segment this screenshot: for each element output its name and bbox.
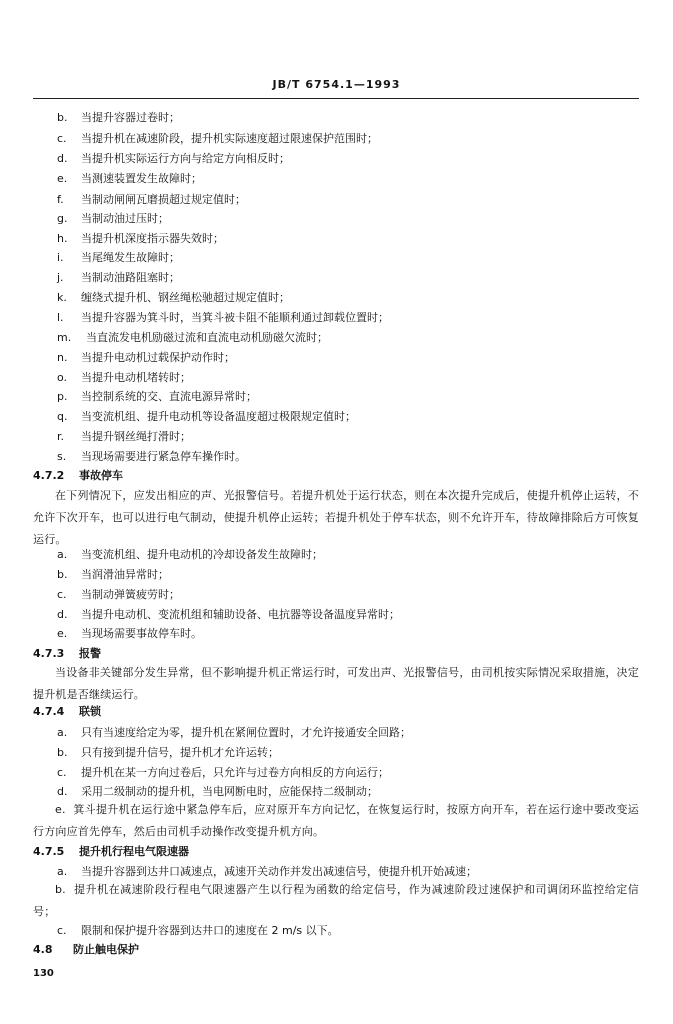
section-heading: 4.7.2 事故停车: [33, 469, 123, 482]
list-item: i. 当尾绳发生故障时；: [57, 251, 180, 264]
list-item: g. 当制动油过压时；: [57, 212, 169, 225]
list-item-wrapped: b. 提升机在减速阶段行程电气限速器产生以行程为函数的给定信号，作为减速阶段过速保护和司调闭环监控给定信号；: [33, 883, 639, 918]
list-item: l. 当提升容器为箕斗时，当箕斗被卡阻不能顺利通过卸载位置时；: [57, 311, 389, 324]
list-item: o. 当提升电动机堵转时；: [57, 371, 191, 384]
header-rule: [33, 98, 639, 99]
list-item: r. 当提升钢丝绳打滑时；: [57, 430, 191, 443]
section-heading: 4.7.3 报警: [33, 647, 101, 660]
list-item: h. 当提升机深度指示器失效时；: [57, 232, 224, 245]
list-item: c. 当制动弹簧疲劳时；: [57, 588, 180, 601]
list-item: n. 当提升电动机过载保护动作时；: [57, 351, 235, 364]
section-paragraph: 当设备非关键部分发生异常，但不影响提升机正常运行时，可发出声、光报警信号，由司机按实际情况采取措施，决定提升机是否继续运行。: [33, 666, 639, 701]
list-item: a. 当变流机组、提升电动机的冷却设备发生故障时；: [57, 548, 323, 561]
list-item: b. 当提升容器过卷时；: [57, 111, 180, 124]
list-item: c. 限制和保护提升容器到达井口的速度在 2 m/s 以下。: [57, 924, 339, 937]
section-heading: 4.7.4 联锁: [33, 705, 101, 718]
list-item: c. 当提升机在减速阶段，提升机实际速度超过限速保护范围时；: [57, 132, 378, 145]
list-item: e. 当测速装置发生故障时；: [57, 172, 202, 185]
list-item: a. 当提升容器到达井口减速点，减速开关动作并发出减速信号，使提升机开始减速；: [57, 865, 477, 878]
list-item: e. 当现场需要事故停车时。: [57, 627, 202, 640]
section-heading: 4.8 防止触电保护: [33, 943, 139, 956]
page-header: JB/T 6754.1—1993: [272, 78, 401, 91]
list-item: m. 当直流发电机励磁过流和直流电动机励磁欠流时；: [57, 331, 328, 344]
section-heading: 4.7.5 提升机行程电气限速器: [33, 845, 189, 858]
list-item: d. 当提升机实际运行方向与给定方向相反时；: [57, 152, 290, 165]
list-item: s. 当现场需要进行紧急停车操作时。: [57, 450, 246, 463]
list-item: k. 缠绕式提升机、钢丝绳松驰超过规定值时；: [57, 291, 290, 304]
list-item: q. 当变流机组、提升电动机等设备温度超过极限规定值时；: [57, 410, 356, 423]
section-paragraph: 在下列情况下，应发出相应的声、光报警信号。若提升机处于运行状态，则在本次提升完成后，使提升机停止运转，不允许下次开车，也可以进行电气制动，使提升机停止运转；若提升机处于停车状态，则不允许开车，待故障排除后方可恢复运行。: [33, 489, 639, 546]
list-item: j. 当制动油路阻塞时；: [57, 271, 180, 284]
list-item: a. 只有当速度给定为零，提升机在紧闸位置时，才允许接通安全回路；: [57, 726, 411, 739]
list-item: d. 当提升电动机、变流机组和辅助设备、电抗器等设备温度异常时；: [57, 608, 400, 621]
list-item: c. 提升机在某一方向过卷后，只允许与过卷方向相反的方向运行；: [57, 766, 389, 779]
list-item: f. 当制动闸闸瓦磨损超过规定值时；: [57, 193, 246, 206]
page-number: 130: [33, 968, 54, 979]
list-item: b. 当润滑油异常时；: [57, 568, 169, 581]
list-item: d. 采用二级制动的提升机，当电网断电时，应能保持二级制动；: [57, 785, 378, 798]
list-item-wrapped: e. 箕斗提升机在运行途中紧急停车后，应对原开车方向记忆，在恢复运行时，按原方向开车，若在运行途中要改变运行方向应首先停车，然后由司机手动操作改变提升机方向。: [33, 803, 639, 838]
list-item: b. 只有接到提升信号，提升机才允许运转；: [57, 746, 279, 759]
list-item: p. 当控制系统的交、直流电源异常时；: [57, 390, 257, 403]
